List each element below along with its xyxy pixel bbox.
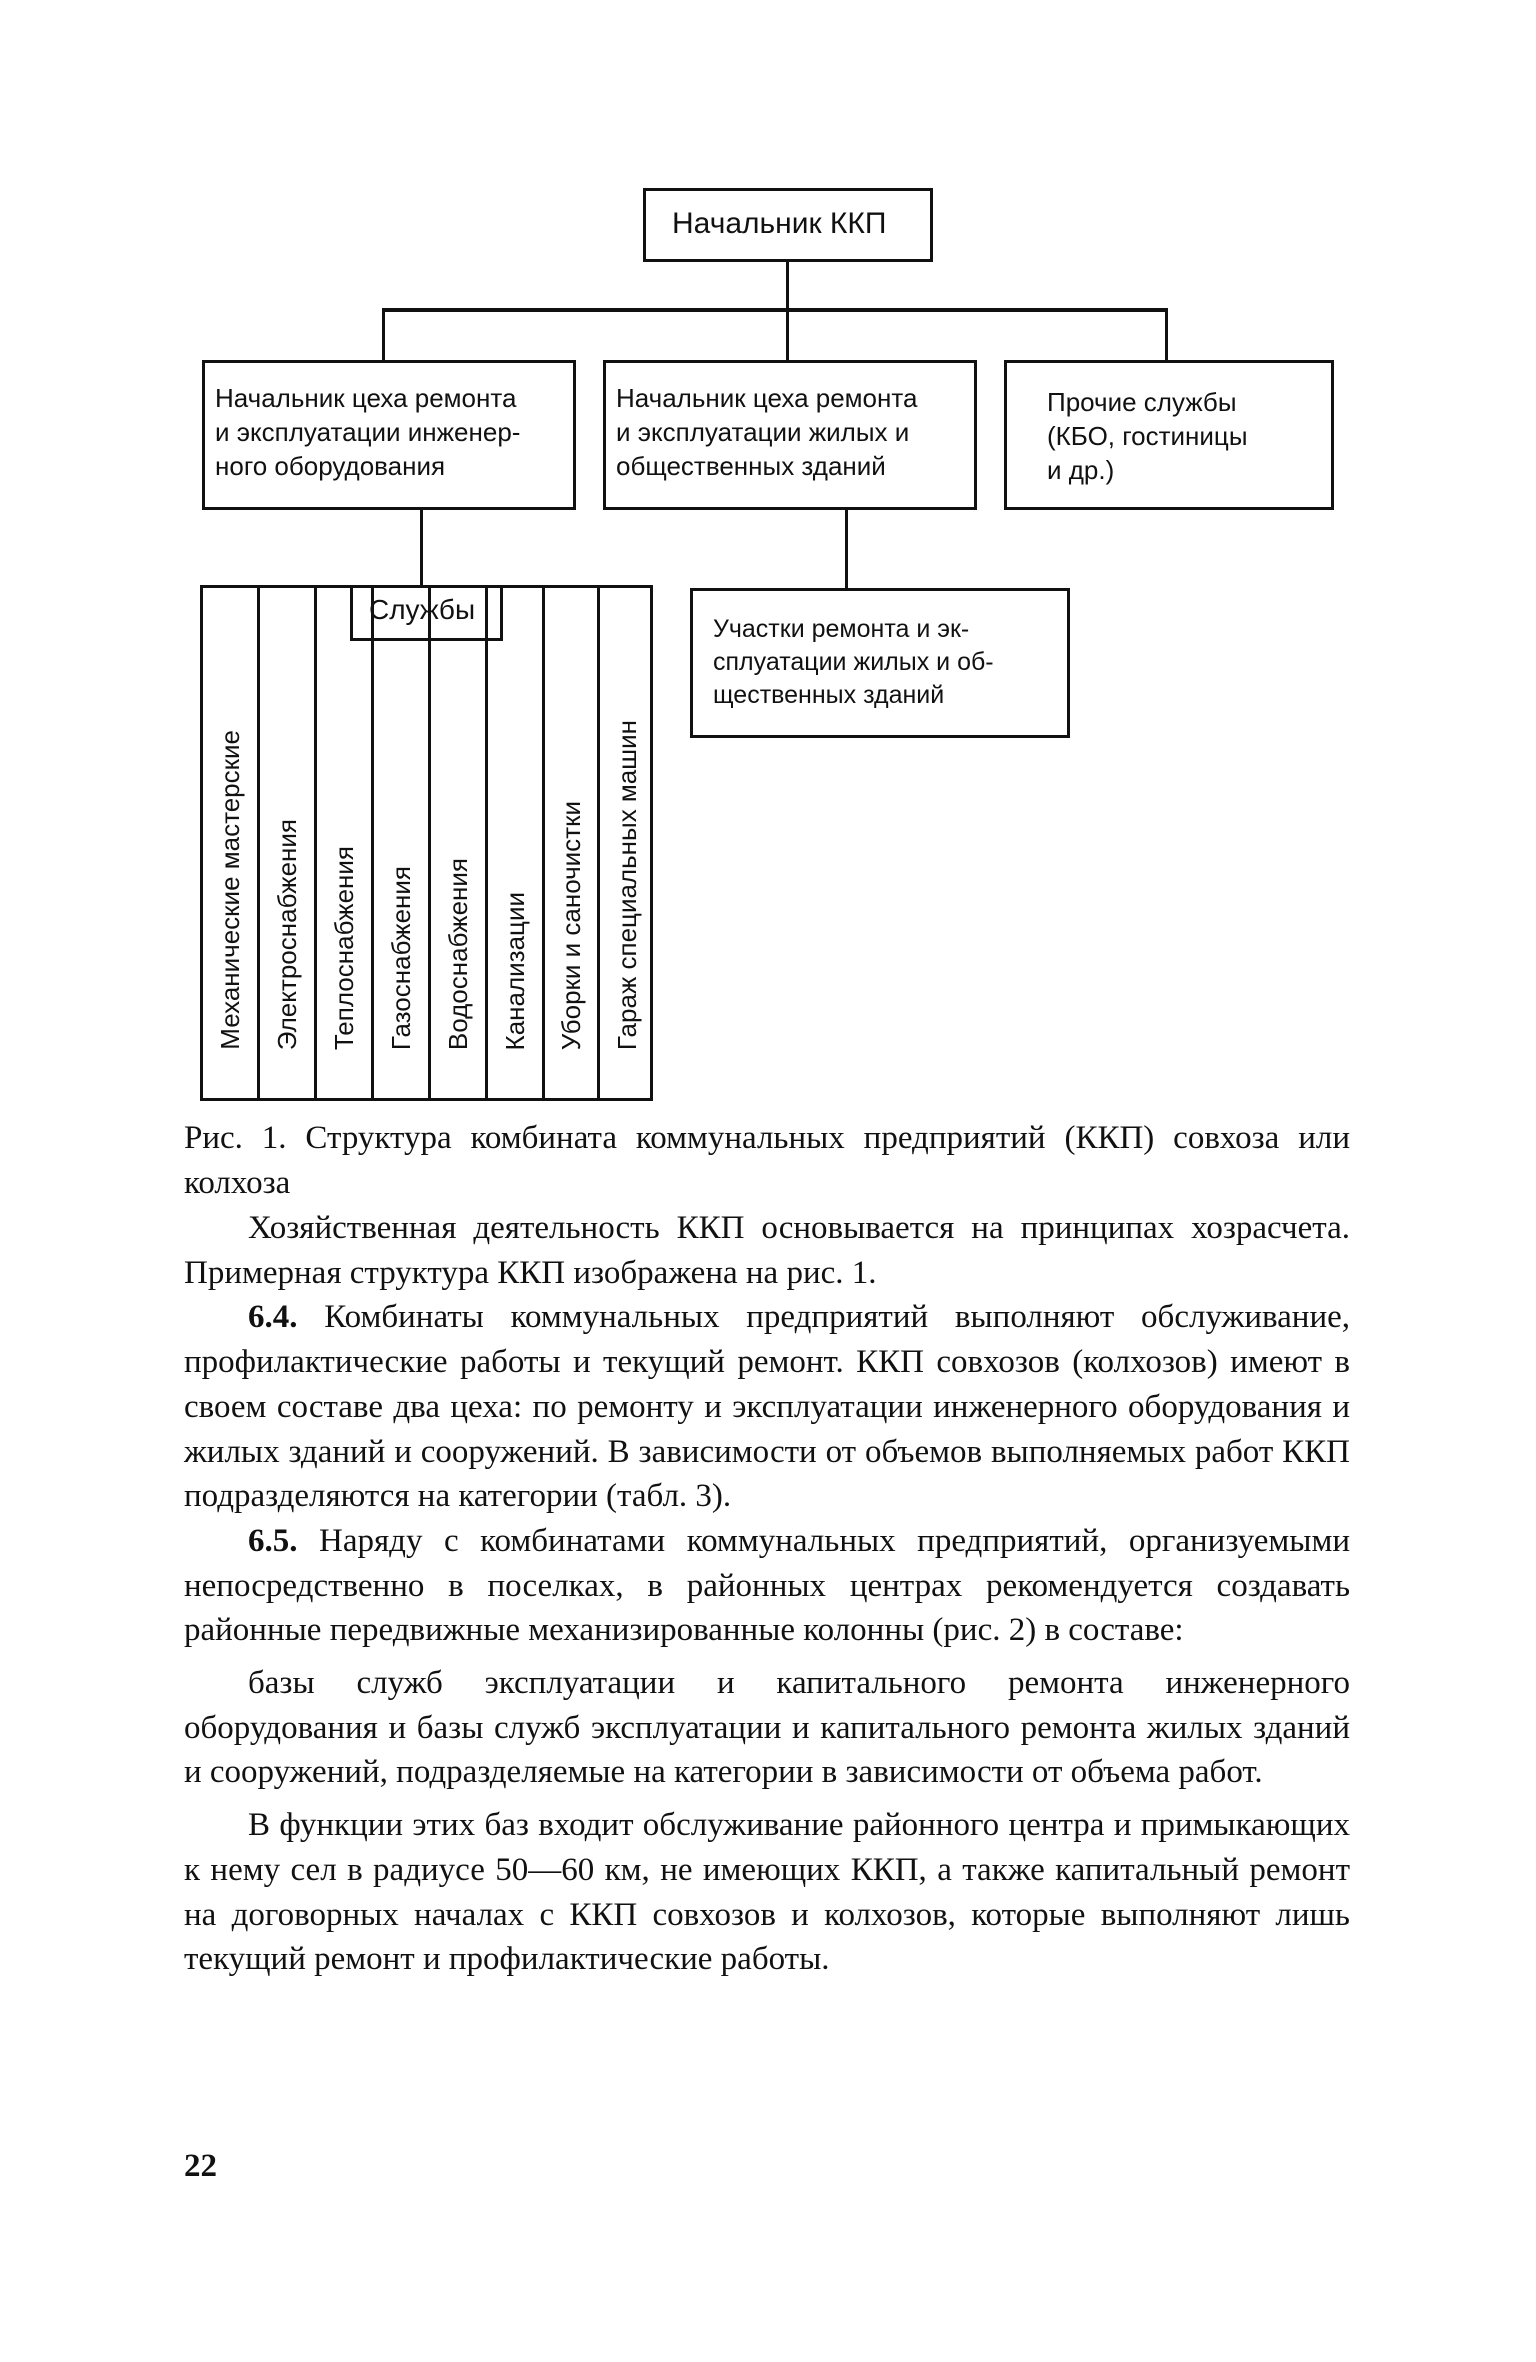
engineering-chief-box [202, 360, 576, 510]
paragraph-3-number: 6.5. [248, 1522, 298, 1559]
service-gas [371, 585, 428, 1101]
paragraph-3-text: Наряду с комбинатами коммунальных предприятий, организуемыми непосредственно в поселках, в районных центрах рекомендуется создавать районные передвижные механизированные колонны (рис. 2) в составе: [184, 1522, 1350, 1649]
connector-chief-down [786, 262, 789, 312]
service-water-label: Водоснабжения [443, 857, 473, 1050]
connector-horizontal-top [382, 308, 1168, 312]
service-mechanical-label: Механические мастерские [215, 730, 245, 1050]
housing-chief-label: Начальник цеха ремонта и эксплуатации жилых и общественных зданий [616, 383, 918, 481]
page-number: 22 [184, 2148, 217, 2184]
paragraph-2 [184, 1295, 1350, 1519]
connector-housing-down [845, 510, 848, 588]
service-cleaning-label: Уборки и саночистки [556, 800, 586, 1050]
body-text [184, 1206, 1350, 1982]
service-water [428, 585, 485, 1101]
chief-box [643, 188, 933, 262]
paragraph-1-text: Хозяйственная деятельность ККП основывается на принципах хозрасчета. Примерная структура ККП изображена на рис. 1. [184, 1210, 1350, 1291]
connector-to-engineering [382, 308, 385, 360]
service-garage-label: Гараж специальных машин [611, 719, 642, 1050]
connector-engineering-down [420, 510, 423, 588]
paragraph-4-text: базы служб эксплуатации и капитального ремонта инженерного оборудования и базы служб эксплуатации и капитального ремонта жилых зданий и сооружений, подразделяемые на категории в зависимости от объема работ. [184, 1665, 1350, 1791]
engineering-chief-label: Начальник цеха ремонта и эксплуатации инженер- ного оборудования [215, 383, 521, 481]
paragraph-2-text: Комбинаты коммунальных предприятий выполняют обслуживание, профилактические работы и текущий ремонт. ККП совхозов (колхозов) имеют в своем составе два цеха: по ремонту и эксплуатации инженерного оборудования и жилых зданий и сооружений. В зависимости от объемов выполняемых работ ККП подразделяются на категории (табл. 3). [184, 1299, 1350, 1515]
paragraph-5 [184, 1803, 1350, 1982]
service-electricity [257, 585, 314, 1101]
other-services-label: Прочие службы (КБО, гостиницы и др.) [1047, 387, 1248, 485]
housing-sections-box [690, 588, 1070, 738]
service-heating [314, 585, 371, 1101]
paragraph-3 [184, 1519, 1350, 1653]
paragraph-4 [184, 1661, 1350, 1795]
paragraph-2-number: 6.4. [248, 1299, 298, 1336]
connector-to-housing [786, 308, 789, 360]
connector-to-other [1165, 308, 1168, 360]
paragraph-5-text: В функции этих баз входит обслуживание районного центра и примыкающих к нему сел в радиусе 50—60 км, не имеющих ККП, а также капитальный ремонт на договорных началах с ККП совхозов и колхозов, которые выполняют лишь текущий ремонт и профилактические работы. [184, 1807, 1350, 1978]
paragraph-1 [184, 1206, 1350, 1295]
service-heating-label: Теплоснабжения [329, 845, 359, 1050]
services-label: Службы [369, 594, 476, 625]
figure-caption-text: Рис. 1. Структура комбината коммунальных предприятий (ККП) совхоза или колхоза [184, 1120, 1350, 1201]
figure-caption [184, 1116, 1350, 1205]
service-garage [597, 585, 653, 1101]
housing-chief-box [603, 360, 977, 510]
other-services-box [1004, 360, 1334, 510]
service-cleaning [542, 585, 597, 1101]
service-gas-label: Газоснабжения [386, 865, 416, 1050]
service-mechanical [200, 585, 257, 1101]
service-electricity-label: Электроснабжения [272, 818, 302, 1050]
chief-box-label: Начальник ККП [672, 207, 887, 240]
service-sewerage-label: Канализации [500, 891, 530, 1050]
housing-sections-label: Участки ремонта и эк- сплуатации жилых и об- щественных зданий [713, 615, 994, 709]
service-sewerage [485, 585, 542, 1101]
